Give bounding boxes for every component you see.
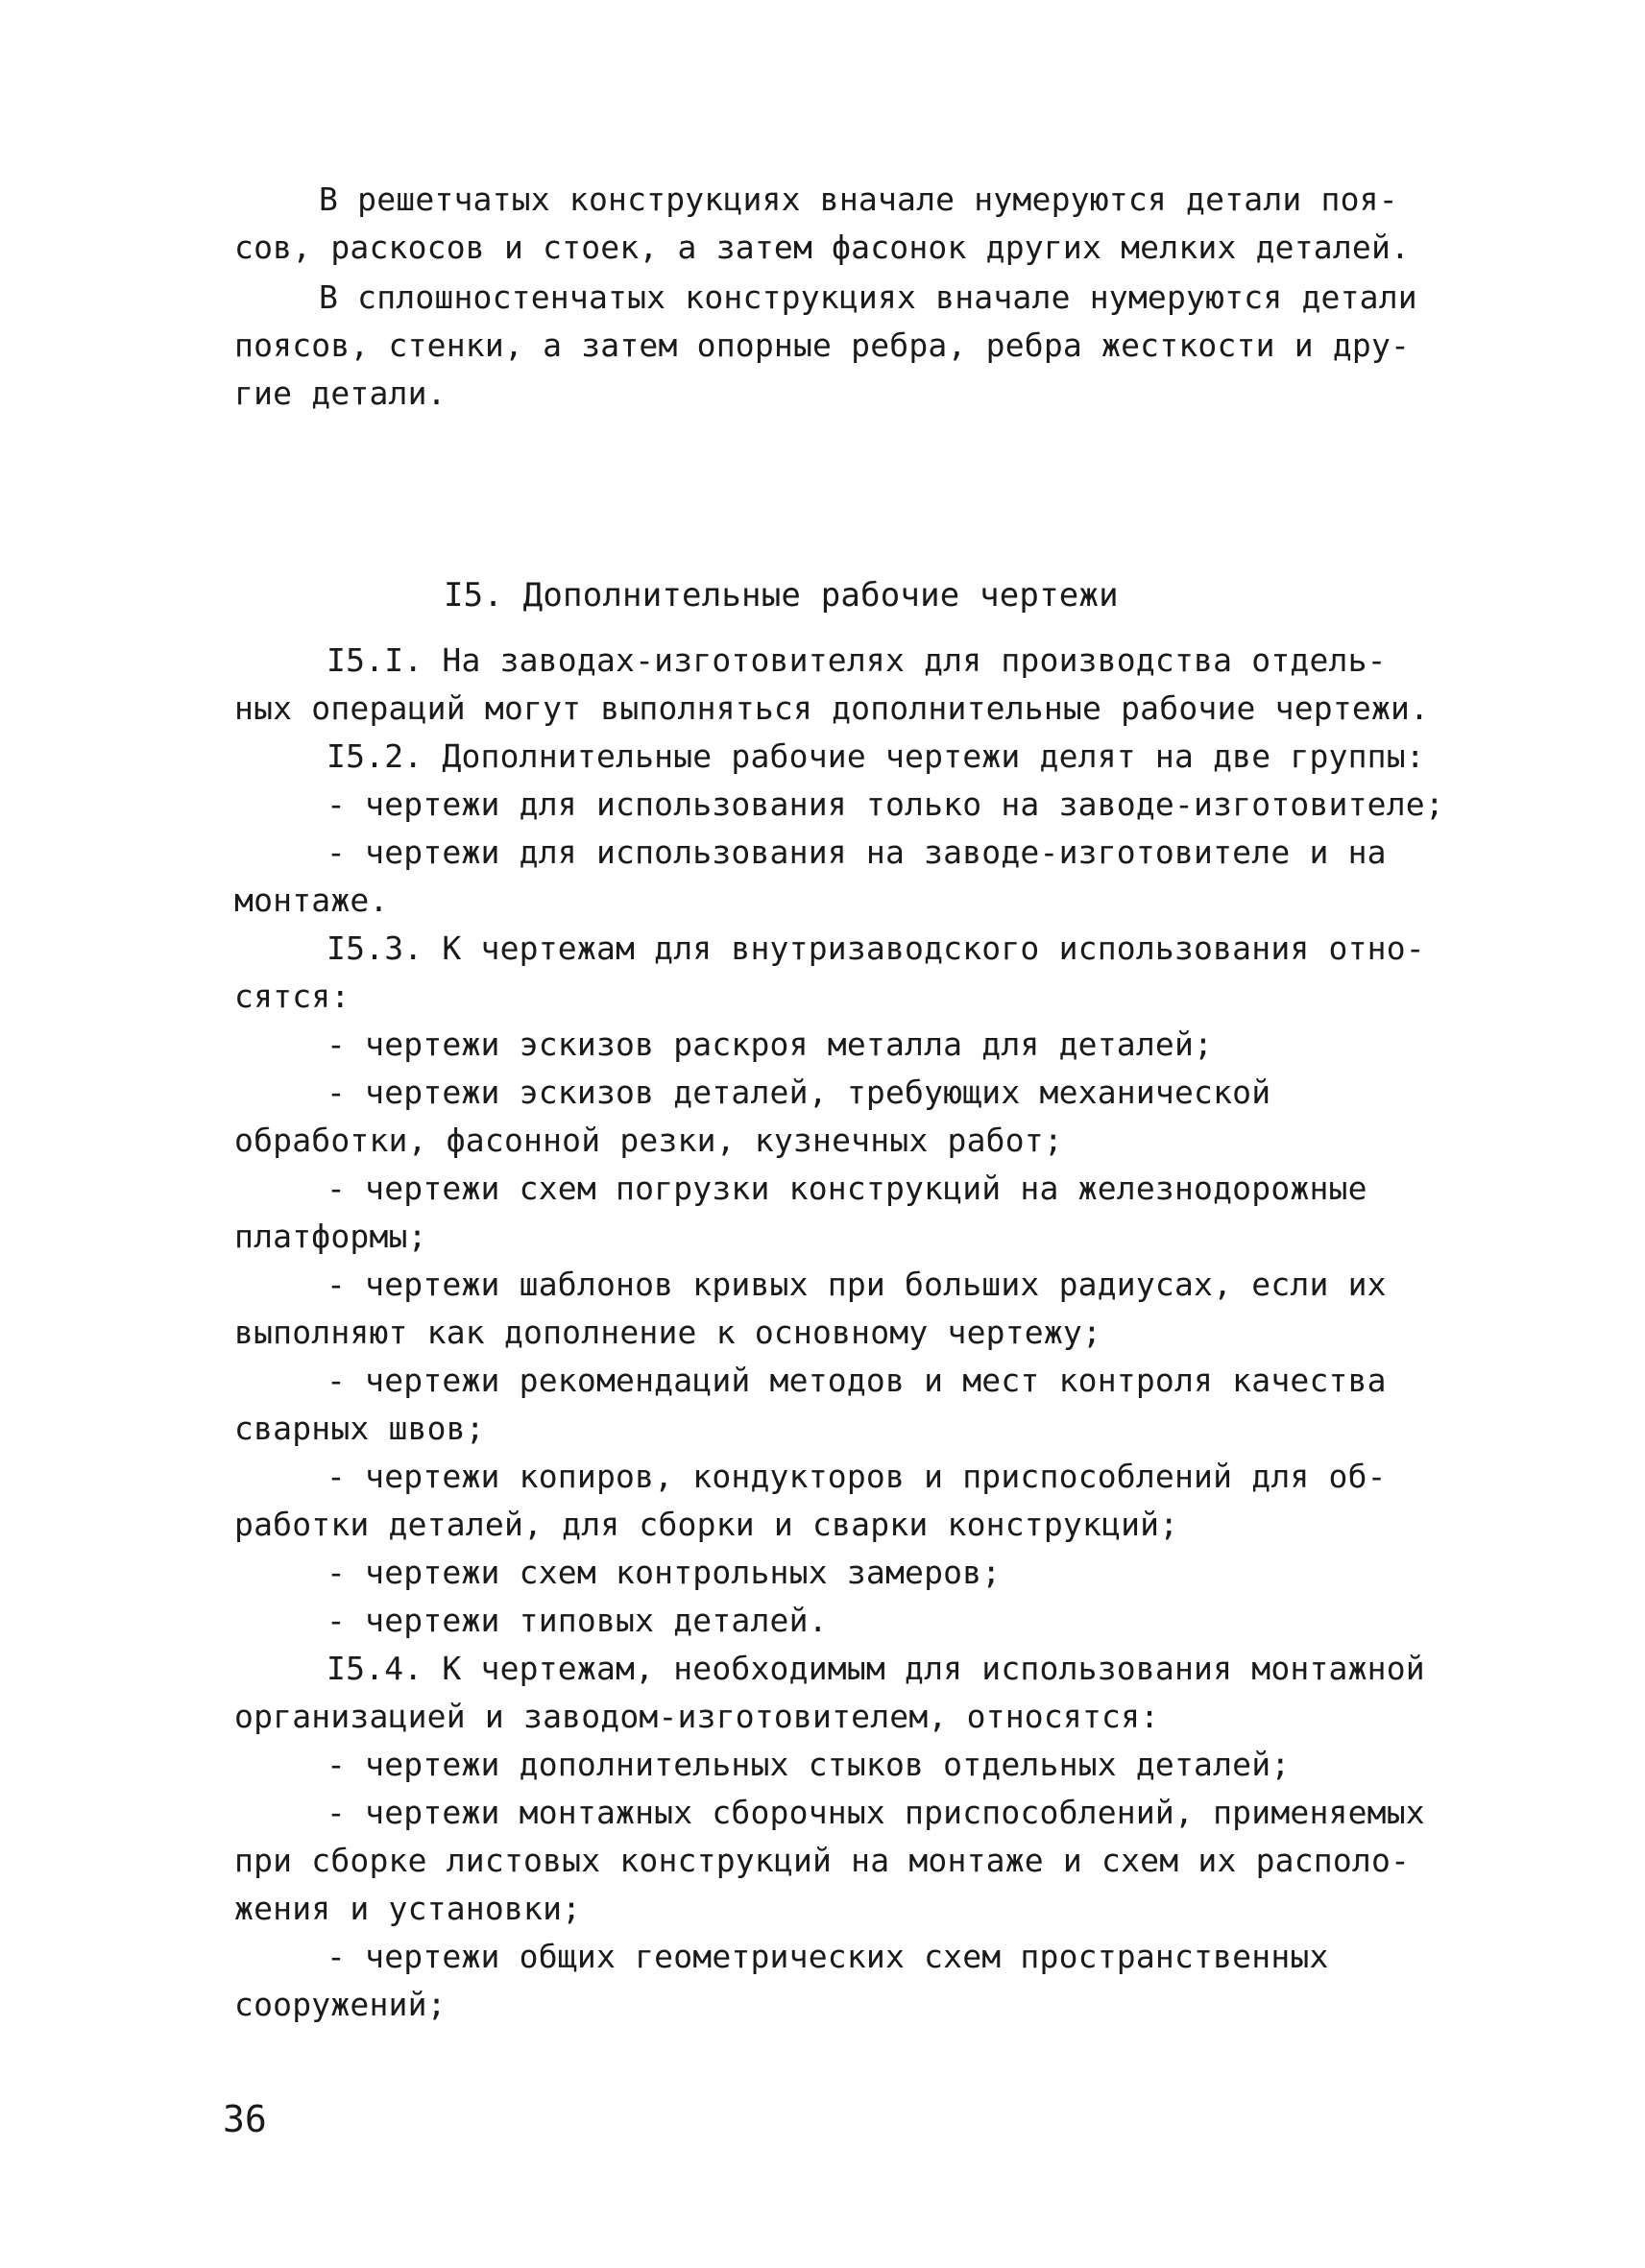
- text-line: I5.2. Дополнительные рабочие чертежи делят на две группы:: [327, 737, 1425, 775]
- list-item: - чертежи схем контрольных замеров;: [327, 1554, 1002, 1591]
- text-line: поясов, стенки, а затем опорные ребра, ребра жесткости и дру-: [234, 326, 1411, 364]
- list-item: - чертежи схем погрузки конструкций на железнодорожные: [327, 1170, 1367, 1207]
- text-line: ных операций могут выполняться дополнительные рабочие чертежи.: [234, 689, 1430, 727]
- text-line: гие детали.: [234, 374, 447, 412]
- text-line: сов, раскосов и стоек, а затем фасонок других мелких деталей.: [234, 229, 1411, 266]
- list-item: - чертежи общих геометрических схем пространственных: [327, 1938, 1329, 1975]
- list-item: - чертежи типовых деталей.: [327, 1602, 828, 1639]
- list-item-continuation: жения и установки;: [234, 1890, 582, 1927]
- list-item: - чертежи эскизов раскроя металла для деталей;: [327, 1025, 1214, 1063]
- list-item: - чертежи копиров, кондукторов и приспособлений для об-: [327, 1458, 1387, 1495]
- list-item-continuation: сварных швов;: [234, 1410, 485, 1447]
- page-number: 36: [223, 2098, 267, 2140]
- list-item: - чертежи эскизов деталей, требующих механической: [327, 1074, 1271, 1111]
- list-item-continuation: обработки, фасонной резки, кузнечных работ;: [234, 1122, 1063, 1159]
- text-line: I5.I. На заводах-изготовителях для производства отдель-: [327, 641, 1387, 679]
- list-item-continuation: работки деталей, для сборки и сварки конструкций;: [234, 1506, 1179, 1543]
- list-item-continuation: платформы;: [234, 1218, 427, 1255]
- text-line: I5.3. К чертежам для внутризаводского использования отно-: [327, 929, 1425, 967]
- list-item: - чертежи монтажных сборочных приспособлений, применяемых: [327, 1794, 1425, 1831]
- list-item: - чертежи дополнительных стыков отдельных деталей;: [327, 1746, 1291, 1783]
- text-line: организацией и заводом-изготовителем, относятся:: [234, 1698, 1160, 1735]
- list-item-continuation: выполняют как дополнение к основному чертежу;: [234, 1314, 1102, 1351]
- text-line: сятся:: [234, 977, 351, 1015]
- list-item-continuation: при сборке листовых конструкций на монтаже и схем их располо-: [234, 1842, 1411, 1879]
- section-heading: I5. Дополнительные рабочие чертежи: [444, 576, 1119, 615]
- list-item-continuation: сооружений;: [234, 1986, 447, 2023]
- list-item: - чертежи для использования только на заводе-изготовителе;: [327, 785, 1444, 823]
- text-line: В сплошностенчатых конструкциях вначале нумеруются детали: [319, 278, 1417, 316]
- list-item-continuation: монтаже.: [234, 881, 389, 919]
- text-line: I5.4. К чертежам, необходимым для использования монтажной: [327, 1650, 1425, 1687]
- list-item: - чертежи для использования на заводе-изготовителе и на: [327, 833, 1387, 871]
- list-item: - чертежи рекомендаций методов и мест контроля качества: [327, 1362, 1387, 1399]
- text-line: В решетчатых конструкциях вначале нумеруются детали поя-: [319, 181, 1398, 218]
- list-item: - чертежи шаблонов кривых при больших радиусах, если их: [327, 1266, 1387, 1303]
